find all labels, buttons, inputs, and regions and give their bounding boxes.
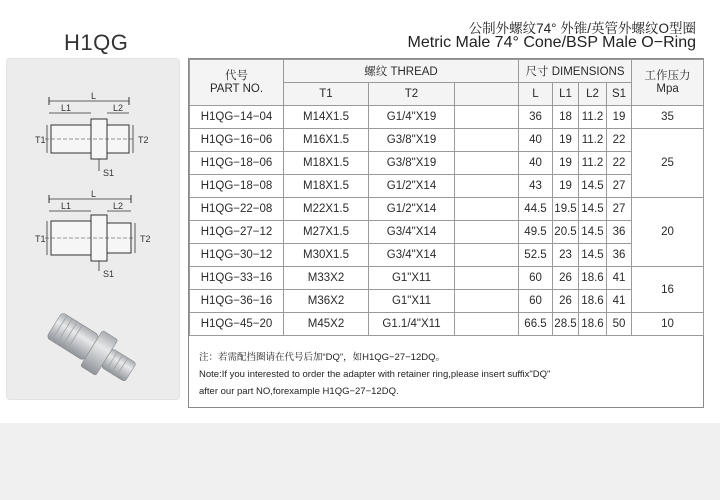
header-pressure: [632, 60, 704, 106]
cell-t2: G1"X11: [369, 267, 455, 290]
cell-s1: 36: [607, 244, 632, 267]
cell-t2: G3/8"X19: [369, 152, 455, 175]
cell-l1: 19.5: [553, 198, 579, 221]
cell-l2: 14.5: [579, 244, 607, 267]
cell-part: H1QG−33−16: [190, 267, 284, 290]
table-row: [190, 244, 704, 267]
dim-T1-label-2: T1: [35, 234, 46, 244]
cell-t1: M30X1.5: [284, 244, 369, 267]
dim-T1-label: T1: [35, 135, 46, 145]
cell-pressure: 20: [632, 198, 704, 267]
table-row: [190, 198, 704, 221]
cell-part: H1QG−18−06: [190, 152, 284, 175]
header-pressure-cn: 工作压力: [644, 69, 691, 82]
cell-l1: 18: [553, 106, 579, 129]
cell-l2: 14.5: [579, 175, 607, 198]
cell-s1: 22: [607, 129, 632, 152]
dim-T2-label: T2: [138, 135, 149, 145]
cell-t1: M33X2: [284, 267, 369, 290]
cell-spacer: [455, 152, 519, 175]
cell-pressure: 25: [632, 129, 704, 198]
cell-l1: 23: [553, 244, 579, 267]
cell-l1: 19: [553, 129, 579, 152]
cell-spacer: [455, 175, 519, 198]
cell-s1: 36: [607, 221, 632, 244]
header-l1: L1: [553, 83, 579, 106]
title-chinese: 公制外螺纹74° 外锥/英管外螺纹O型圈: [468, 21, 696, 36]
dim-S1-label: S1: [103, 168, 115, 178]
drawing-section-fitting: [35, 189, 151, 279]
cell-s1: 50: [607, 313, 632, 336]
fitting-photo: [43, 307, 142, 390]
bottom-band: [0, 423, 720, 500]
cell-s1: 41: [607, 290, 632, 313]
header-l2: L2: [579, 83, 607, 106]
cell-t2: G1/4"X19: [369, 106, 455, 129]
cell-l2: 18.6: [579, 290, 607, 313]
cell-t1: M22X1.5: [284, 198, 369, 221]
dim-L-label-2: L: [91, 189, 97, 199]
header-spacer: [455, 83, 519, 106]
cell-part: H1QG−16−06: [190, 129, 284, 152]
cell-l: 44.5: [519, 198, 553, 221]
cell-l2: 11.2: [579, 106, 607, 129]
header-part-cn: 代号: [225, 69, 248, 82]
cell-l: 52.5: [519, 244, 553, 267]
cell-part: H1QG−14−04: [190, 106, 284, 129]
cell-part: H1QG−27−12: [190, 221, 284, 244]
cell-l: 40: [519, 129, 553, 152]
notes: [199, 349, 550, 400]
cell-t2: G3/4"X14: [369, 221, 455, 244]
cell-t1: M16X1.5: [284, 129, 369, 152]
header-part-en: PART NO.: [209, 82, 264, 95]
table-row: [190, 313, 704, 336]
header-pressure-unit: Mpa: [656, 82, 679, 95]
cell-t1: M14X1.5: [284, 106, 369, 129]
drawing-straight-fitting: [35, 91, 149, 178]
cell-s1: 27: [607, 198, 632, 221]
table-row: [190, 290, 704, 313]
table-row: [190, 221, 704, 244]
dim-L2-label-2: L2: [113, 201, 124, 211]
cell-spacer: [455, 106, 519, 129]
cell-l1: 28.5: [553, 313, 579, 336]
cell-t2: G1/2"X14: [369, 198, 455, 221]
table-row: [190, 175, 704, 198]
cell-t1: M27X1.5: [284, 221, 369, 244]
cell-l1: 19: [553, 175, 579, 198]
cell-l: 40: [519, 152, 553, 175]
cell-s1: 27: [607, 175, 632, 198]
table-row: [190, 267, 704, 290]
header-t2: T2: [369, 83, 455, 106]
fitting-drawings: [7, 59, 179, 399]
dim-L-label: L: [91, 91, 97, 101]
cell-l2: 11.2: [579, 152, 607, 175]
dim-T2-label-2: T2: [140, 234, 151, 244]
cell-l: 43: [519, 175, 553, 198]
header-thread: 螺纹 THREAD: [284, 60, 519, 83]
cell-l1: 26: [553, 267, 579, 290]
cell-spacer: [455, 267, 519, 290]
header-s1: S1: [607, 83, 632, 106]
cell-part: H1QG−45−20: [190, 313, 284, 336]
cell-spacer: [455, 129, 519, 152]
cell-pressure: 16: [632, 267, 704, 313]
cell-t1: M45X2: [284, 313, 369, 336]
cell-l: 60: [519, 290, 553, 313]
cell-part: H1QG−30−12: [190, 244, 284, 267]
note-en-2: after our part NO,forexample H1QG−27−12DQ.: [199, 386, 399, 397]
dim-L1-label: L1: [61, 103, 72, 113]
cell-part: H1QG−18−08: [190, 175, 284, 198]
cell-t2: G1/2"X14: [369, 175, 455, 198]
cell-spacer: [455, 290, 519, 313]
spec-table-panel: [188, 58, 704, 408]
cell-spacer: [455, 244, 519, 267]
cell-l: 66.5: [519, 313, 553, 336]
header-t1: T1: [284, 83, 369, 106]
note-en-1: Note:If you interested to order the adapter with retainer ring,please insert suffix"DQ": [199, 369, 551, 380]
cell-l1: 19: [553, 152, 579, 175]
cell-l2: 14.5: [579, 221, 607, 244]
cell-s1: 22: [607, 152, 632, 175]
cell-spacer: [455, 198, 519, 221]
cell-t2: G3/4"X14: [369, 244, 455, 267]
cell-l2: 11.2: [579, 129, 607, 152]
dim-L1-label-2: L1: [61, 201, 72, 211]
cell-t2: G3/8"X19: [369, 129, 455, 152]
cell-l: 49.5: [519, 221, 553, 244]
header-l: L: [519, 83, 553, 106]
cell-t2: G1"X11: [369, 290, 455, 313]
cell-spacer: [455, 221, 519, 244]
cell-t1: M18X1.5: [284, 175, 369, 198]
model-code: H1QG: [64, 30, 129, 55]
cell-pressure: 35: [632, 106, 704, 129]
cell-s1: 19: [607, 106, 632, 129]
cell-t1: M18X1.5: [284, 152, 369, 175]
cell-l: 36: [519, 106, 553, 129]
dim-S1-label-2: S1: [103, 269, 115, 279]
header-part-no: [190, 60, 284, 106]
cell-spacer: [455, 313, 519, 336]
cell-l2: 14.5: [579, 198, 607, 221]
drawing-panel: [6, 58, 180, 400]
cell-s1: 41: [607, 267, 632, 290]
cell-part: H1QG−36−16: [190, 290, 284, 313]
table-row: [190, 106, 704, 129]
title-english: Metric Male 74° Cone/BSP Male O−Ring: [407, 34, 696, 51]
dim-L2-label: L2: [113, 103, 124, 113]
cell-l2: 18.6: [579, 267, 607, 290]
cell-part: H1QG−22−08: [190, 198, 284, 221]
cell-l2: 18.6: [579, 313, 607, 336]
cell-pressure: 10: [632, 313, 704, 336]
table-row: [190, 152, 704, 175]
table-row: [190, 129, 704, 152]
cell-t2: G1.1/4"X11: [369, 313, 455, 336]
cell-t1: M36X2: [284, 290, 369, 313]
spec-table: [189, 59, 704, 336]
cell-l: 60: [519, 267, 553, 290]
cell-l1: 20.5: [553, 221, 579, 244]
header-dimensions: 尺寸 DIMENSIONS: [519, 60, 632, 83]
cell-l1: 26: [553, 290, 579, 313]
note-cn: 注：若需配挡圈请在代号后加“DQ”，如H1QG−27−12DQ。: [199, 352, 445, 363]
